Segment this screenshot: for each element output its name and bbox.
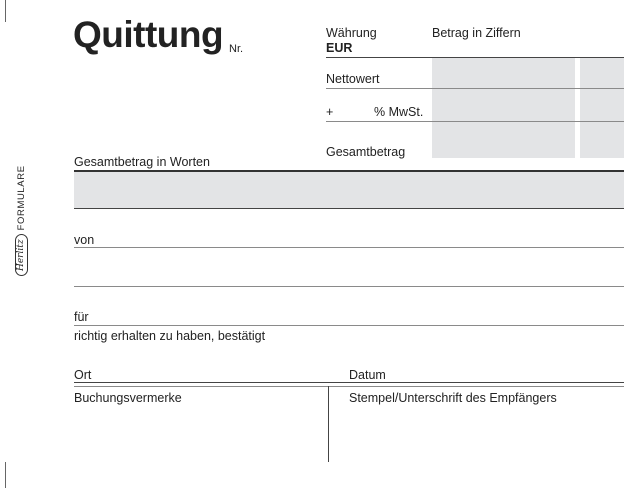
currency-value: EUR [326, 41, 353, 55]
bottom-divider [328, 386, 329, 462]
amount-field-main[interactable] [432, 57, 575, 158]
receipt-title: Quittung [73, 14, 224, 55]
currency-label: Währung [326, 26, 377, 40]
top-cut-mark [5, 0, 6, 22]
total-in-words-bottom-line [74, 208, 624, 209]
for-label: für [74, 310, 89, 324]
amount-digits-label: Betrag in Ziffern [432, 26, 521, 40]
place-date-line[interactable] [74, 382, 624, 383]
herlitz-logo: Herlitz [15, 234, 28, 276]
net-value-label: Nettowert [326, 72, 380, 86]
place-date-line-2 [74, 386, 624, 387]
gross-total-label: Gesamtbetrag [326, 145, 406, 159]
date-label: Datum [349, 368, 386, 382]
from-label: von [74, 233, 95, 247]
brand-label [14, 136, 28, 276]
net-value-line [326, 88, 624, 89]
from-line[interactable] [74, 247, 624, 248]
vat-label: % MwSt. [374, 105, 424, 119]
booking-notes-label: Buchungsvermerke [74, 391, 182, 405]
for-line[interactable] [74, 325, 624, 326]
receipt-number-label: Nr. [229, 43, 244, 55]
total-in-words-field[interactable] [74, 172, 624, 208]
bottom-cut-mark [5, 462, 6, 488]
total-in-words-label: Gesamtbetrag in Worten [74, 155, 210, 169]
confirm-text: richtig erhalten zu haben, bestätigt [74, 329, 266, 343]
vat-plus: + [326, 105, 334, 119]
from-line-2[interactable] [74, 286, 624, 287]
place-label: Ort [74, 368, 92, 382]
vat-line [326, 121, 624, 122]
amount-field-cents[interactable] [580, 57, 624, 158]
brand-text: FORMULARE [15, 165, 27, 231]
stamp-signature-label: Stempel/Unterschrift des Empfängers [349, 391, 557, 405]
currency-line [326, 57, 624, 58]
